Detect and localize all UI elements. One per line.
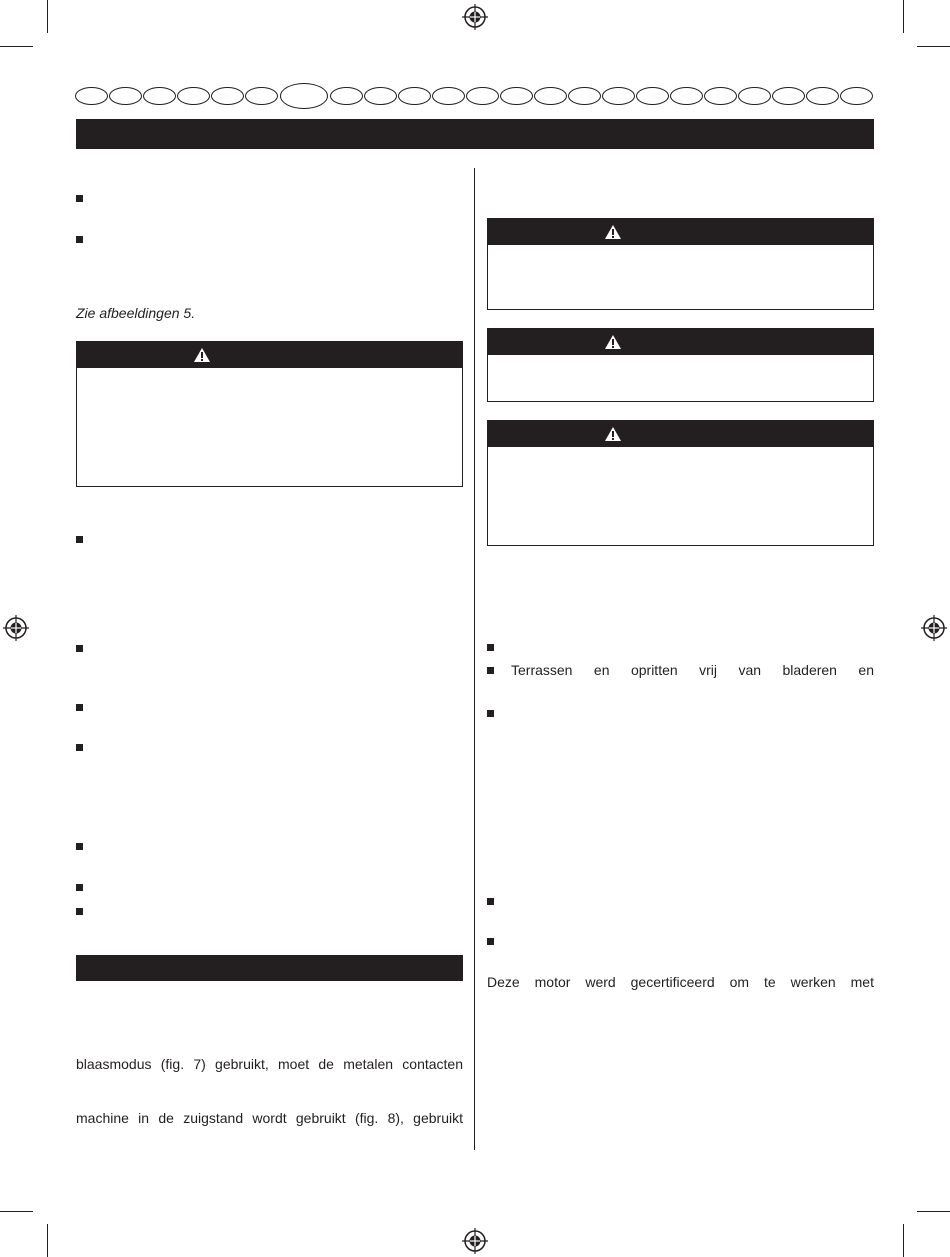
language-tab <box>840 87 873 105</box>
bullet <box>487 710 494 717</box>
language-tab <box>330 87 363 105</box>
language-tab <box>245 87 278 105</box>
bullet <box>76 704 83 711</box>
language-tab <box>143 87 176 105</box>
language-tab <box>364 87 397 105</box>
language-tab <box>466 87 499 105</box>
language-tab-active <box>280 83 328 109</box>
bullet <box>76 195 83 202</box>
registration-mark-icon <box>921 615 947 641</box>
body-text-line: machine in de zuigstand wordt gebruikt (fig. 8), gebruikt <box>76 1110 463 1126</box>
bullet <box>487 938 494 945</box>
warning-triangle-icon <box>604 426 622 442</box>
language-tab <box>500 87 533 105</box>
bullet <box>487 667 494 674</box>
warning-header <box>488 329 873 355</box>
warning-box <box>487 328 874 402</box>
crop-mark <box>0 1211 33 1212</box>
body-text-line: blaasmodus (fig. 7) gebruikt, moet de metalen contacten <box>76 1056 463 1072</box>
language-tab <box>432 87 465 105</box>
crop-mark <box>0 46 33 47</box>
figure-reference: Zie afbeeldingen 5. <box>76 305 196 321</box>
bullet <box>76 536 83 543</box>
language-tab <box>704 87 737 105</box>
warning-header <box>77 342 462 368</box>
bullet <box>76 908 83 915</box>
bullet <box>76 645 83 652</box>
column-divider <box>474 168 475 1150</box>
bullet <box>76 843 83 850</box>
language-tab <box>738 87 771 105</box>
language-tab <box>568 87 601 105</box>
crop-mark <box>917 46 950 47</box>
crop-mark <box>903 0 904 33</box>
warning-box <box>487 420 874 546</box>
registration-mark-icon <box>3 615 29 641</box>
body-text-line: Deze motor werd gecertificeerd om te werken met <box>487 974 874 990</box>
bullet <box>76 744 83 751</box>
language-tab <box>109 87 142 105</box>
bullet <box>487 898 494 905</box>
crop-mark <box>917 1211 950 1212</box>
bullet <box>487 644 494 651</box>
warning-triangle-icon <box>604 334 622 350</box>
language-tabs <box>75 83 875 107</box>
crop-mark <box>903 1224 904 1257</box>
language-tab <box>636 87 669 105</box>
language-tab <box>772 87 805 105</box>
language-tab <box>75 87 108 105</box>
section-header-bar <box>76 119 874 149</box>
language-tab <box>670 87 703 105</box>
warning-header <box>488 219 873 245</box>
language-tab <box>806 87 839 105</box>
bullet-text: Terrassen en opritten vrij van bladeren en <box>511 662 874 678</box>
bullet <box>76 236 83 243</box>
crop-mark <box>47 1224 48 1257</box>
warning-triangle-icon <box>193 347 211 363</box>
bullet <box>76 884 83 891</box>
section-header-bar <box>76 955 463 981</box>
warning-box <box>487 218 874 310</box>
crop-mark <box>47 0 48 33</box>
language-tab <box>398 87 431 105</box>
language-tab <box>534 87 567 105</box>
registration-mark-icon <box>462 1228 488 1254</box>
warning-header <box>488 421 873 447</box>
language-tab <box>602 87 635 105</box>
language-tab <box>177 87 210 105</box>
warning-triangle-icon <box>604 224 622 240</box>
warning-box <box>76 341 463 487</box>
language-tab <box>211 87 244 105</box>
registration-mark-icon <box>462 4 488 30</box>
